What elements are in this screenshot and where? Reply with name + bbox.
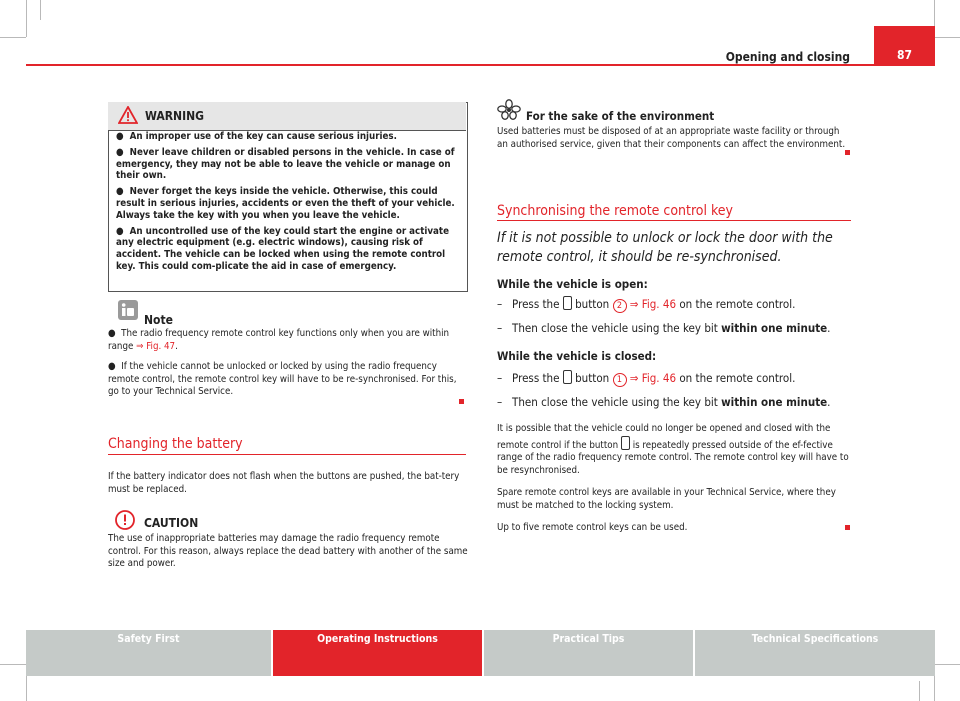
lock-key-icon — [621, 436, 630, 450]
environment-title: For the sake of the environment — [526, 109, 715, 123]
callout-number: 1 — [613, 373, 627, 387]
environment-flower-icon — [497, 99, 521, 121]
note-title: Note — [144, 313, 173, 327]
footer-tab-operating[interactable]: Operating Instructions — [273, 630, 482, 676]
fig-link[interactable]: ⇒ Fig. 47 — [136, 340, 176, 352]
footer-tab-safety[interactable]: Safety First — [26, 630, 271, 676]
caution-text: The use of inappropriate batteries may damage the radio frequency remote control. For this reason, always replace the dead battery with another of the same size and power. — [108, 533, 468, 570]
warning-item: ● Never leave children or disabled persons in the vehicle. In case of emergency, they may not be able to leave the vehicle or manage on their own. — [116, 146, 455, 182]
warning-item: ● Never forget the keys inside the vehicle. Otherwise, this could result in serious injuries, accidents or even the theft of your vehicle. Always take the key with you when you leave the vehicle. — [116, 186, 455, 221]
crop-mark — [0, 664, 26, 665]
sync-paragraph: It is possible that the vehicle could no longer be opened and closed with the remote control if the button is repeatedly pressed outside of the ef-fective range of the radio frequency remote control. The remote control key will have to be resynchronised. — [497, 423, 849, 476]
note-item: ● If the vehicle cannot be unlocked or locked by using the radio frequency remote control, the remote control key will have to be re-synchronised. For this, go to your Technical Service. — [108, 361, 457, 398]
header-rule — [26, 64, 935, 66]
sync-paragraph: Up to five remote control keys can be used. — [497, 522, 688, 533]
page-number: 87 — [896, 48, 913, 62]
battery-text: If the battery indicator does not flash when the buttons are pushed, the bat-tery must be replaced. — [108, 471, 460, 495]
heading-rule — [108, 454, 466, 455]
note-info-icon — [117, 299, 139, 321]
warning-item: ● An improper use of the key can cause serious injuries. — [116, 131, 397, 142]
warning-triangle-icon — [118, 106, 138, 124]
label-vehicle-closed: While the vehicle is closed: — [497, 349, 657, 363]
section-end-mark — [845, 525, 850, 530]
crop-mark — [0, 37, 26, 38]
fig-link[interactable]: ⇒ Fig. 46 — [629, 371, 677, 385]
step-close-vehicle: – Then close the vehicle using the key bit within one minute. — [497, 395, 831, 409]
sync-paragraph: Spare remote control keys are available in your Technical Service, where they must be matched to the locking system. — [497, 487, 836, 511]
crop-mark — [40, 0, 41, 20]
environment-text: Used batteries must be disposed of at an appropriate waste facility or through an authorised service, given that their components can affect the environment. — [497, 126, 846, 150]
sync-intro: If it is not possible to unlock or lock the door with the remote control, it should be re-synchronised. — [497, 230, 833, 265]
section-heading-sync: Synchronising the remote control key — [497, 203, 734, 219]
warning-title: WARNING — [145, 109, 204, 123]
lock-key-icon — [563, 296, 572, 310]
crop-mark — [934, 664, 960, 665]
caution-title: CAUTION — [144, 516, 199, 530]
section-end-mark — [845, 150, 850, 155]
footer-tab-practical[interactable]: Practical Tips — [484, 630, 693, 676]
callout-number: 2 — [613, 299, 627, 313]
crop-mark — [26, 0, 27, 37]
footer-tab-technical[interactable]: Technical Specifications — [695, 630, 935, 676]
heading-rule — [497, 220, 851, 221]
fig-link[interactable]: ⇒ Fig. 46 — [629, 297, 677, 311]
section-heading-battery: Changing the battery — [108, 436, 243, 452]
section-end-mark — [459, 399, 464, 404]
step-close-vehicle: – Then close the vehicle using the key bit within one minute. — [497, 321, 831, 335]
caution-icon — [114, 509, 136, 531]
label-vehicle-open: While the vehicle is open: — [497, 277, 648, 291]
warning-list — [116, 131, 461, 277]
warning-item: ● An uncontrolled use of the key could start the engine or activate any electric equipment (e.g. electric windows), causing risk of accident. The vehicle can be locked when using the remote control key. This could com-plicate the aid in case of emergency. — [116, 225, 449, 272]
step-press-button-1: – Press the button 1 ⇒ Fig. 46 on the remote control. — [497, 371, 796, 385]
running-header: Opening and closing — [725, 50, 850, 64]
crop-mark — [934, 37, 960, 38]
note-item: ● The radio frequency remote control key functions only when you are within range ⇒ Fig. 47. — [108, 328, 450, 352]
step-press-button-2: – Press the button 2 ⇒ Fig. 46 on the remote control. — [497, 297, 796, 311]
lock-key-icon — [563, 370, 572, 384]
crop-mark — [919, 681, 920, 701]
